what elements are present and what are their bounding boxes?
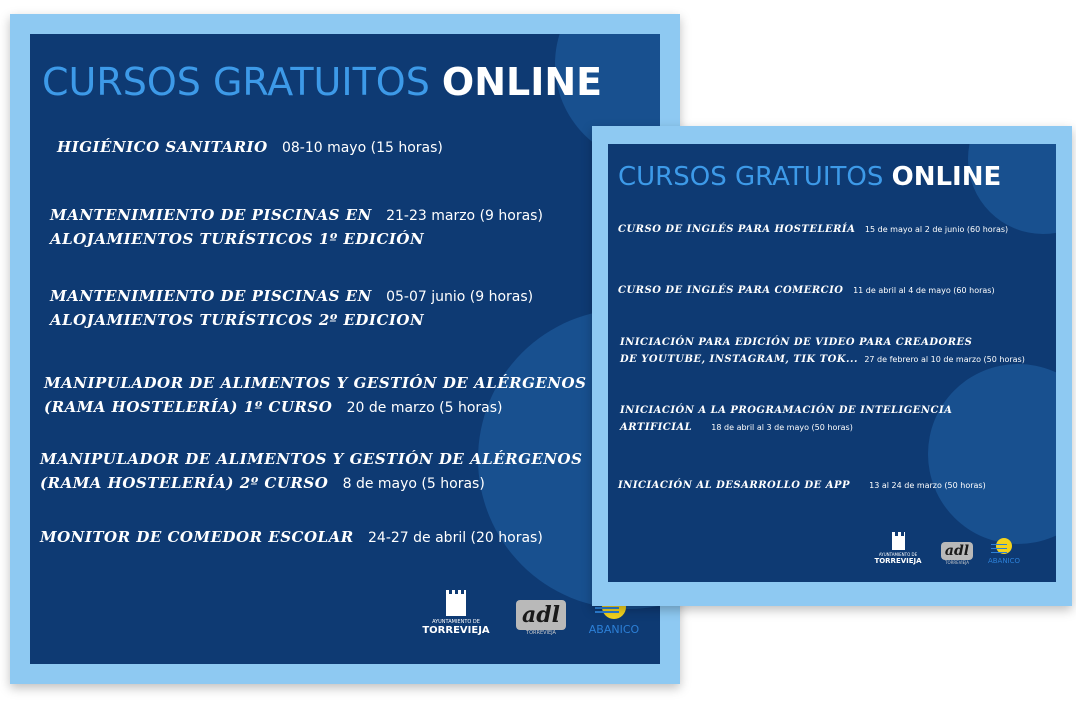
abanico-label: ABANICO xyxy=(588,623,640,636)
course-name-line-2: ALOJAMIENTOS TURÍSTICOS 1º EDICIÓN xyxy=(50,230,425,248)
course-name: CURSO DE INGLÉS PARA HOSTELERÍA xyxy=(618,224,856,235)
course-dates: 08-10 mayo (15 horas) xyxy=(281,140,443,156)
flyer-right-panel xyxy=(608,144,1056,582)
adl-letters: adl xyxy=(516,600,566,630)
course-item xyxy=(44,371,586,420)
ayuntamiento-logo xyxy=(418,594,494,636)
course-item xyxy=(50,204,543,251)
course-item xyxy=(620,402,952,436)
course-name: INICIACIÓN PARA EDICIÓN DE VIDEO PARA CREADORES xyxy=(620,337,973,348)
course-item xyxy=(618,480,986,491)
course-dates: 27 de febrero al 10 de marzo (50 horas) xyxy=(864,355,1025,364)
course-name: MANTENIMIENTO DE PISCINAS EN xyxy=(50,287,372,305)
course-name-line-2: ALOJAMIENTOS TURÍSTICOS 2º EDICION xyxy=(50,311,425,329)
abanico-label: ABANICO xyxy=(987,557,1021,565)
course-name-line-2: ARTIFICIAL xyxy=(620,422,693,433)
course-name: CURSO DE INGLÉS PARA COMERCIO xyxy=(618,285,844,296)
course-name: MANTENIMIENTO DE PISCINAS EN xyxy=(50,206,372,224)
course-dates: 13 al 24 de marzo (50 horas) xyxy=(869,481,986,490)
course-name-line-2: (RAMA HOSTELERÍA) 2º CURSO xyxy=(40,474,329,492)
adl-small-label: TORREVIEJA xyxy=(945,560,969,565)
course-dates: 20 de marzo (5 horas) xyxy=(346,400,503,416)
course-item xyxy=(620,334,1025,368)
course-item xyxy=(618,224,1008,235)
flyer-title xyxy=(42,60,602,104)
sun-icon xyxy=(996,538,1012,554)
course-name-line-2: (RAMA HOSTELERÍA) 1º CURSO xyxy=(44,398,333,416)
course-name: HIGIÉNICO SANITARIO xyxy=(57,138,268,156)
castle-icon xyxy=(892,536,905,550)
flyer-left-panel xyxy=(30,34,660,664)
adl-logo xyxy=(934,542,980,565)
course-name: MANIPULADOR DE ALIMENTOS Y GESTIÓN DE ALÉRGENOS xyxy=(44,374,587,392)
course-dates: 8 de mayo (5 horas) xyxy=(342,476,485,492)
course-name-line-2: DE YOUTUBE, INSTAGRAM, TIK TOK... xyxy=(620,354,858,365)
flyer-title xyxy=(618,162,1001,192)
course-dates: 15 de mayo al 2 de junio (60 horas) xyxy=(864,225,1009,234)
ayto-small-label: AYUNTAMIENTO DE xyxy=(432,619,480,625)
course-dates: 11 de abril al 4 de mayo (60 horas) xyxy=(853,286,995,295)
adl-logo xyxy=(506,600,576,636)
course-item xyxy=(40,528,543,546)
course-item xyxy=(618,285,995,296)
course-dates: 21-23 marzo (9 horas) xyxy=(386,208,543,224)
ayto-big-label: TORREVIEJA xyxy=(422,625,490,636)
abanico-logo xyxy=(984,538,1024,565)
ayto-big-label: TORREVIEJA xyxy=(874,557,922,565)
course-dates: 05-07 junio (9 horas) xyxy=(386,289,534,305)
title-part-2: ONLINE xyxy=(441,60,603,104)
course-name: MANIPULADOR DE ALIMENTOS Y GESTIÓN DE ALÉRGENOS xyxy=(40,450,583,468)
course-name: MONITOR DE COMEDOR ESCOLAR xyxy=(40,528,354,546)
ayto-small-label: AYUNTAMIENTO DE xyxy=(878,552,918,557)
course-item xyxy=(40,447,582,496)
course-name: INICIACIÓN A LA PROGRAMACIÓN DE INTELIGENCIA xyxy=(620,405,953,416)
title-part-2: ONLINE xyxy=(891,162,1002,192)
course-dates: 18 de abril al 3 de mayo (50 horas) xyxy=(711,423,853,432)
adl-small-label: TORREVIEJA xyxy=(526,630,556,636)
ayuntamiento-logo xyxy=(870,536,926,565)
flyer-left xyxy=(10,14,680,684)
course-item xyxy=(50,285,533,332)
course-dates: 24-27 de abril (20 horas) xyxy=(368,530,543,546)
course-name: INICIACIÓN AL DESARROLLO DE APP xyxy=(618,480,851,491)
course-item xyxy=(57,138,443,156)
sponsor-logos xyxy=(870,536,1024,565)
title-part-1: CURSOS GRATUITOS xyxy=(618,162,884,192)
title-part-1: CURSOS GRATUITOS xyxy=(42,60,430,104)
flyer-right xyxy=(592,126,1072,606)
adl-letters: adl xyxy=(941,542,973,560)
castle-icon xyxy=(446,594,466,616)
decorative-circle xyxy=(928,364,1056,544)
